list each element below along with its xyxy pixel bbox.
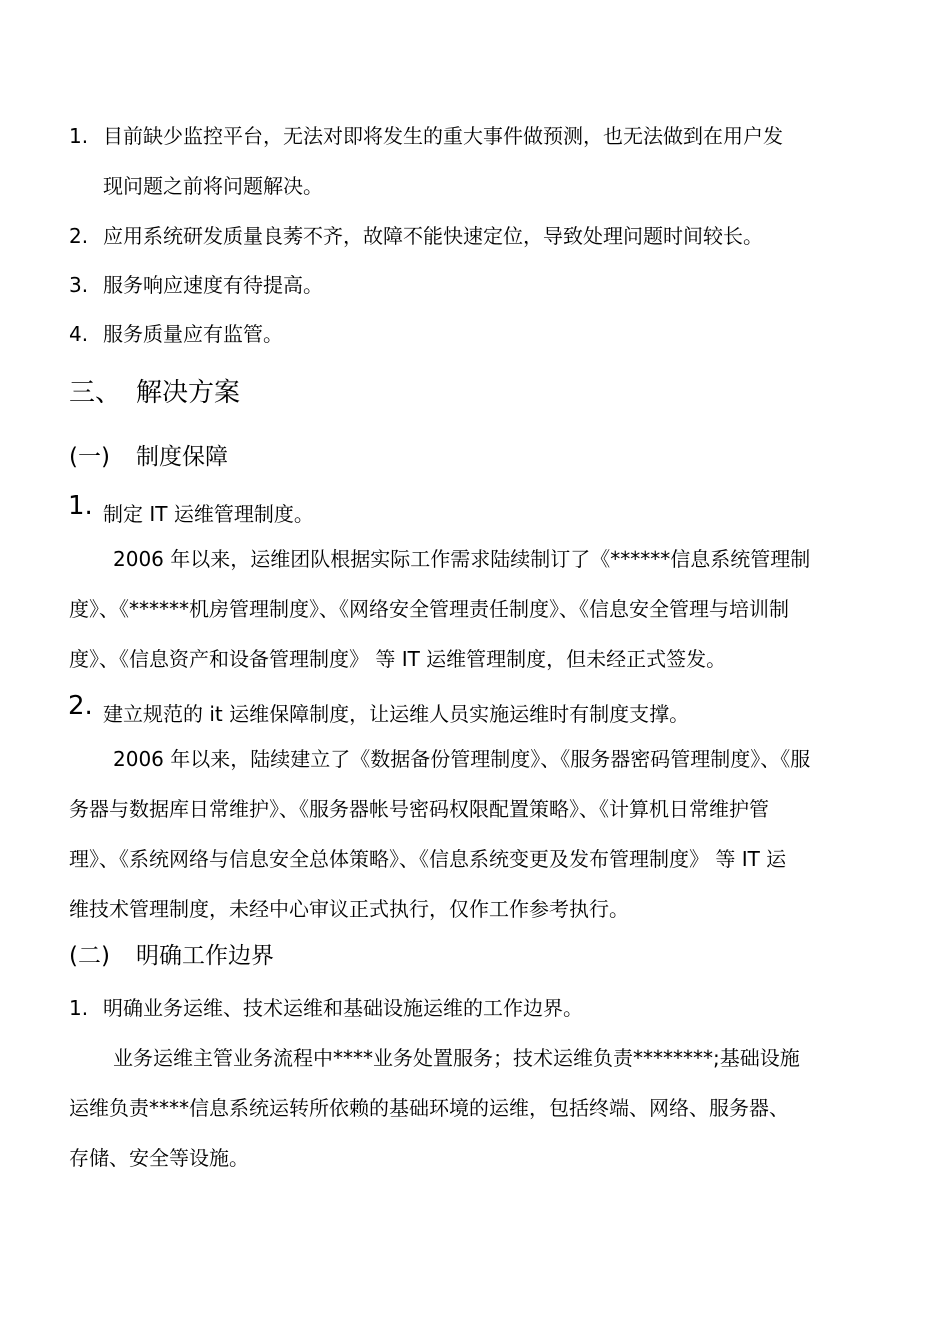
paragraph-text: 理》、《系统网络与信息安全总体策略》、《信息系统变更及发布管理制度》 等 IT 运	[69, 847, 787, 871]
list-number: 2.	[69, 224, 89, 248]
item-title: 建立规范的 it 运维保障制度，让运维人员实施运维时有制度支撑。	[103, 702, 690, 726]
section-number: 三、	[69, 378, 122, 408]
list-text: 服务质量应有监管。	[103, 322, 283, 346]
item-number: 1.	[68, 491, 93, 521]
subsection-number: (二)	[69, 943, 110, 969]
paragraph-text: 业务运维主管业务流程中****业务处置服务；技术运维负责********;基础设施	[113, 1046, 800, 1070]
list-number: 3.	[69, 273, 89, 297]
paragraph-text: 务器与数据库日常维护》、《服务器帐号密码权限配置策略》、《计算机日常维护管	[69, 797, 769, 821]
list-number: 4.	[69, 322, 89, 346]
section-title: 解决方案	[136, 378, 241, 408]
paragraph-text: 2006 年以来，运维团队根据实际工作需求陆续制订了《******信息系统管理制	[113, 547, 811, 571]
list-number: 1.	[69, 124, 89, 148]
list-text: 服务响应速度有待提高。	[103, 273, 323, 297]
item-title: 明确业务运维、技术运维和基础设施运维的工作边界。	[103, 996, 583, 1020]
paragraph-text: 度》、《信息资产和设备管理制度》 等 IT 运维管理制度，但未经正式签发。	[69, 647, 727, 671]
paragraph-text: 运维负责****信息系统运转所依赖的基础环境的运维，包括终端、网络、服务器、	[69, 1096, 789, 1120]
list-text: 现问题之前将问题解决。	[103, 174, 323, 198]
paragraph-text: 度》、《******机房管理制度》、《网络安全管理责任制度》、《信息安全管理与培训制	[69, 597, 789, 621]
subsection-title: 明确工作边界	[136, 943, 274, 969]
paragraph-text: 2006 年以来，陆续建立了《数据备份管理制度》、《服务器密码管理制度》、《服	[113, 747, 811, 771]
subsection-title: 制度保障	[136, 444, 228, 470]
list-text: 应用系统研发质量良莠不齐，故障不能快速定位，导致处理问题时间较长。	[103, 224, 763, 248]
item-number: 1.	[69, 996, 89, 1020]
item-number: 2.	[68, 691, 93, 721]
item-title: 制定 IT 运维管理制度。	[103, 502, 314, 526]
subsection-number: (一)	[69, 444, 110, 470]
paragraph-text: 存储、安全等设施。	[69, 1146, 249, 1170]
paragraph-text: 维技术管理制度，未经中心审议正式执行，仅作工作参考执行。	[69, 897, 629, 921]
list-text: 目前缺少监控平台，无法对即将发生的重大事件做预测，也无法做到在用户发	[103, 124, 783, 148]
